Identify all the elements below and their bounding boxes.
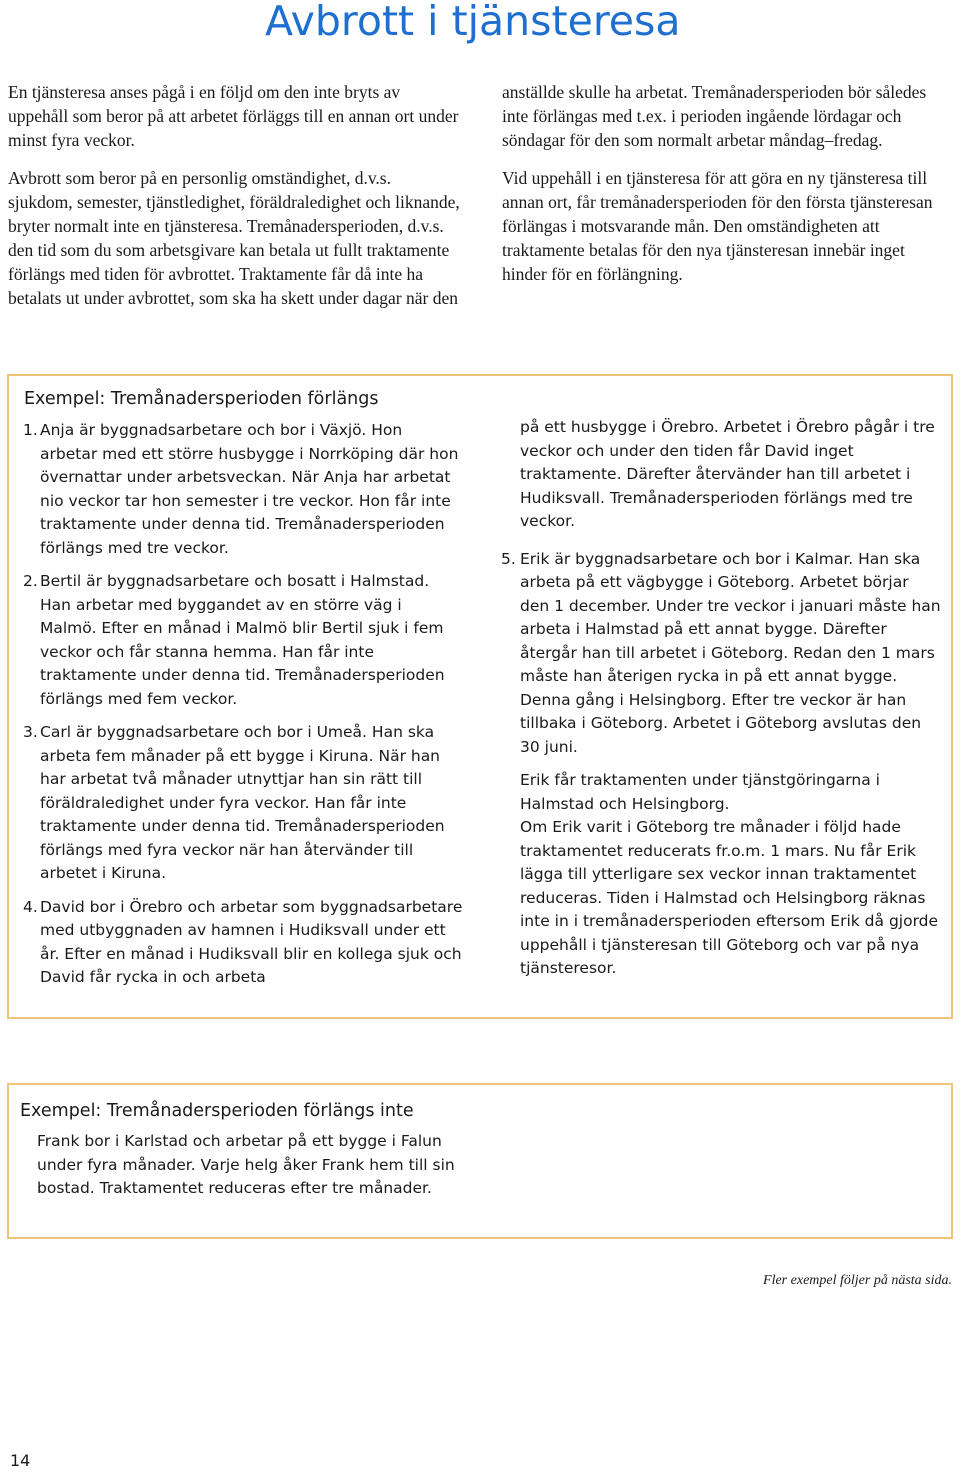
example-item-paragraph: Om Erik varit i Göteborg tre månader i följd hade traktamentet reducerats fr.o.m. 1 mars. Nu får Erik lägga till ytterligare sex veckor innan traktamentet reduceras. Tiden i Halmstad och Helsingborg räknas inte in i tremånadersperioden eftersom Erik då gjorde uppehåll i tjänsteresan till Göteborg och var på nya tjänsteresor. [520,818,939,977]
intro-left-column [8,80,460,310]
example-item-continuation: på ett husbygge i Örebro. Arbetet i Örebro pågår i tre veckor och under den tiden får David inget traktamente. Därefter återvänder han till arbetet i Hudiksvall. Tremånadersperioden förlängs med tre veckor. [520,418,935,530]
intro-right-column [502,80,948,286]
example-item-number: 5. [501,549,516,568]
example-item [23,721,463,886]
example-text: Frank bor i Karlstad och arbetar på ett bygge i Falun under fyra månader. Varje helg åker Frank hem till sin bostad. Traktamentet reduceras efter tre månader. [37,1132,455,1197]
example-item-paragraph: Erik får traktamenten under tjänstgöringarna i Halmstad och Helsingborg. [520,771,880,813]
example-item-text: Erik är byggnadsarbetare och bor i Kalmar. Han ska arbeta på ett vägbygge i Göteborg. Arbetet börjar den 1 december. Under tre veckor i januari måste han arbeta i Halmstad på ett annat bygge. Därefter återgår han till arbetet i Göteborg. Redan den 1 mars måste han återigen rycka in på ett annat bygge. Denna gång i Helsingborg. Efter tre veckor är han tillbaka i Göteborg. Arbetet i Göteborg avslutas den 30 juni. [520,549,941,756]
example-item [23,896,463,990]
intro-paragraph: Avbrott som beror på en personlig omständighet, d.v.s. sjukdom, semester, tjänstledighet, föräldraledighet och liknande, bryter normalt inte en tjänsteresa. Tremånadersperioden, d.v.s. den tid som du som arbetsgivare kan betala ut fullt traktamente förlängs med tiden för avbrottet. Traktamente får då inte ha betalats ut under avbrottet, som ska ha skett under dagar när den [8,168,460,308]
example-box-title: Exempel: Tremånadersperioden förlängs [24,389,379,409]
example-item-text: Anja är byggnadsarbetare och bor i Växjö. Hon arbetar med ett större husbygge i Norrköping där hon övernattar under arbetsveckan. När Anja har arbetat nio veckor tar hon semester i tre veckor. Hon får inte traktamente under denna tid. Tremånadersperioden förlängs med tre veckor. [40,421,459,557]
example-box-extended [7,374,953,1019]
example-item [23,419,463,560]
example-item-number: 4. [23,897,38,916]
example-item-text: Carl är byggnadsarbetare och bor i Umeå. Han ska arbeta fem månader på ett bygge i Kiruna. När han har arbetat två månader utnyttjar han sin rätt till föräldraledighet under fyra veckor. Han får inte traktamente under denna tid. Tremånadersperioden förlängs med fyra veckor när han återvänder till arbetet i Kiruna. [40,723,445,882]
intro-paragraph: En tjänsteresa anses pågå i en följd om den inte bryts av uppehåll som beror på att arbetet förläggs till en annan ort under minst fyra veckor. [8,82,459,150]
example-item-number: 2. [23,572,38,590]
page-title: Avbrott i tjänsteresa [265,0,681,45]
example-item [23,570,463,711]
example-item-number: 3. [23,723,38,741]
example-right-column [501,416,941,981]
intro-paragraph: Vid uppehåll i en tjänsteresa för att göra en ny tjänsteresa till annan ort, får tremånadersperioden för den första tjänsteresan förlängas i motsvarande mån. Den omständigheten att traktamente betalas för den nya tjänsteresan innebär inget hinder för en förlängning. [502,168,933,284]
example-item [501,548,941,760]
example-box-title: Exempel: Tremånadersperioden förlängs inte [20,1101,414,1121]
footer-note: Fler exempel följer på nästa sida. [763,1273,952,1288]
page-number: 14 [10,1451,31,1470]
example-item-text: David bor i Örebro och arbetar som byggnadsarbetare med utbyggnaden av hamnen i Hudiksvall under ett år. Efter en månad i Hudiksvall blir en kollega sjuk och David får rycka in och arbeta [40,897,463,986]
example-left-column [23,419,463,1000]
example-item-number: 1. [23,421,38,439]
intro-paragraph: anställde skulle ha arbetat. Tremånadersperioden bör således inte förlängas med t.ex. i perioden ingående lördagar och söndagar för den som normalt arbetar måndag–fredag. [502,82,927,150]
example-box-not-extended [7,1083,953,1239]
example-item-text: Bertil är byggnadsarbetare och bosatt i Halmstad. Han arbetar med byggandet av en större väg i Malmö. Efter en månad i Malmö blir Bertil sjuk i fem veckor och får stanna hemma. Han får inte traktamente under denna tid. Tremånadersperioden förlängs med fem veckor. [40,572,445,708]
